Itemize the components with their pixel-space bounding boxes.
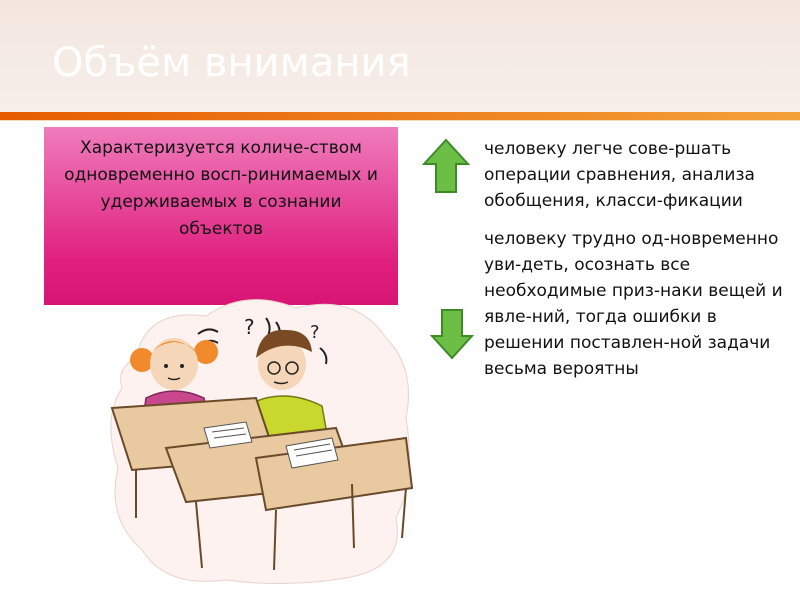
arrow-down-icon [430,308,474,360]
question-mark-2: ? [310,322,320,343]
point-low-attention: человеку трудно од-новременно уви-деть, осознать все необходимые приз-наки вещей и явле-ний, тогда ошибки в решении поставлен-ной задачи весьма вероятны [484,229,783,379]
question-mark-1: ? [244,315,255,339]
slide-title: Объём внимания [52,40,411,86]
attention-points [484,136,790,382]
arrow-up-icon [422,138,470,194]
students-illustration [106,288,416,588]
accent-divider [0,120,800,121]
point-high-attention: человеку легче сове-ршать операции сравнения, анализа обобщения, класси-фикации [484,139,755,211]
accent-stripe [0,112,800,120]
definition-box [44,127,398,305]
definition-text: Характеризуется количе-ством одновременно восп-ринимаемых и удерживаемых в сознании объектов [64,138,378,239]
